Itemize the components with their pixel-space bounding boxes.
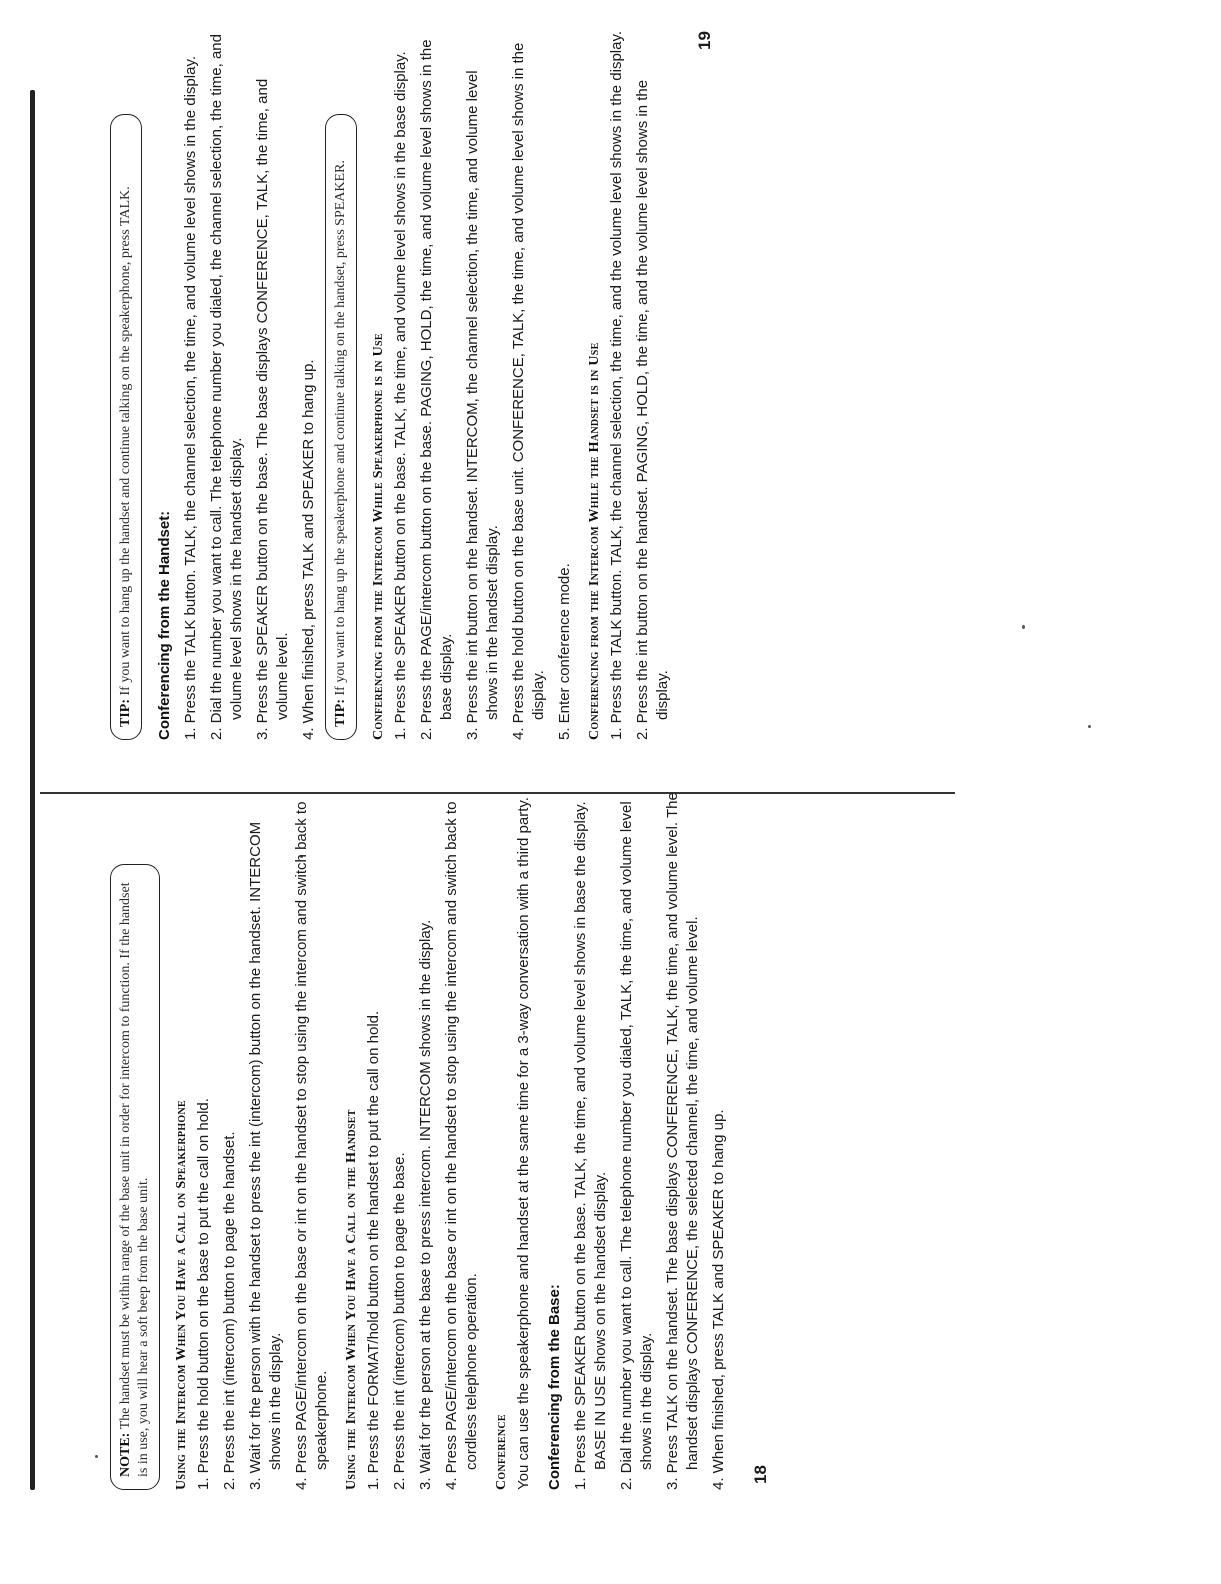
list-item: 1. Press the TALK button. TALK, the channel selection, the time, and volume level shows in the display. xyxy=(182,56,199,740)
tip-label: TIP: xyxy=(333,699,348,727)
section-heading: Conferencing from the Intercom While the Handset is in Use xyxy=(587,342,602,740)
steps-list xyxy=(364,780,482,1490)
section-heading: Using the Intercom When You Have a Call on Speakerphone xyxy=(174,1100,189,1490)
list-item: 2. Dial the number you want to call. The telephone number you dialed, TALK, the time, and volume level shows in the display. xyxy=(618,801,655,1490)
page-number: 19 xyxy=(695,31,714,50)
list-item: 2. Press the int (intercom) button to page the base. xyxy=(391,1152,408,1490)
steps-list xyxy=(181,30,319,740)
tip-box xyxy=(110,114,142,740)
list-item: 3. Wait for the person with the handset to press the int (intercom) button on the handset. INTERCOM shows in the display. xyxy=(247,821,284,1490)
list-item: 1. Press the FORMAT/hold button on the handset to put the call on hold. xyxy=(365,1010,382,1490)
scan-speck xyxy=(1022,625,1025,629)
list-item: 1. Press the TALK button. TALK, the channel selection, the time, and the volume level shows in the display. xyxy=(608,30,625,740)
page-18 xyxy=(110,780,771,1490)
list-item: 2. Press the int (intercom) button to page the handset. xyxy=(221,1131,238,1490)
steps-list xyxy=(607,30,673,740)
section-heading: Conference xyxy=(494,1414,509,1490)
list-item: 4. Press PAGE/intercom on the base or int on the handset to stop using the intercom and switch back to cordless telephone operation. xyxy=(443,801,480,1490)
tip-label: TIP: xyxy=(118,699,133,727)
binding-edge xyxy=(30,90,35,1490)
scan-speck xyxy=(1088,725,1091,728)
list-item: 4. When finished, press TALK and SPEAKER to hang up. xyxy=(300,359,317,740)
list-item: 1. Press the SPEAKER button on the base. TALK, the time, and volume level shows in base the display. BASE IN USE shows on the handset display. xyxy=(572,801,609,1490)
list-item: 4. When finished, press TALK and SPEAKER to hang up. xyxy=(710,1109,727,1490)
steps-list xyxy=(391,30,575,740)
page-number: 18 xyxy=(751,1465,770,1484)
list-item: 3. Wait for the person at the base to press intercom. INTERCOM shows in the display. xyxy=(417,919,434,1490)
steps-list xyxy=(194,780,332,1490)
section-heading: Conferencing from the Intercom While Speakerphone is in Use xyxy=(371,333,386,740)
list-item: 3. Press the int button on the handset. INTERCOM, the channel selection, the time, and volume level shows in the handset display. xyxy=(464,70,501,740)
tip-text: If you want to hang up the speakerphone and continue talking on the handset, press SPEAKER. xyxy=(333,160,348,696)
list-item: 2. Dial the number you want to call. The telephone number you dialed, the channel selection, the time, and volume level shows in the handset display. xyxy=(208,34,245,740)
list-item: 1. Press the SPEAKER button on the base. TALK, the time, and volume level shows in the base display. xyxy=(392,51,409,740)
note-box xyxy=(110,864,160,1490)
steps-list xyxy=(571,780,729,1490)
note-text: The handset must be within range of the base unit in order for intercom to function. If the handset is in use, you will hear a soft beep from the base unit. xyxy=(118,882,151,1477)
tip-box xyxy=(325,114,357,740)
list-item: 2. Press the PAGE/intercom button on the base. PAGING, HOLD, the time, and volume level shows in the base display. xyxy=(418,39,455,740)
subheading: Conferencing from the Base: xyxy=(546,1284,563,1490)
note-label: NOTE: xyxy=(118,1432,133,1477)
scan-speck xyxy=(95,1455,98,1458)
section-heading: Using the Intercom When You Have a Call on the Handset xyxy=(344,1109,359,1490)
page-19 xyxy=(110,30,715,740)
list-item: 2. Press the int button on the handset. PAGING, HOLD, the time, and the volume level shows in the display. xyxy=(634,79,671,740)
list-item: 3. Press the SPEAKER button on the base. The base displays CONFERENCE, TALK, the time, and volume level. xyxy=(254,78,291,740)
tip-text: If you want to hang up the handset and continue talking on the speakerphone, press TALK. xyxy=(118,186,133,696)
list-item: 4. Press PAGE/intercom on the base or int on the handset to stop using the intercom and switch back to speakerphone. xyxy=(293,801,330,1490)
list-item: 4. Press the hold button on the base unit. CONFERENCE, TALK, the time, and volume level shows in the display. xyxy=(510,42,547,740)
conference-intro: You can use the speakerphone and handset at the same time for a 3-way conversation with a third party. xyxy=(515,797,532,1490)
list-item: 5. Enter conference mode. xyxy=(556,563,573,740)
subheading: Conferencing from the Handset: xyxy=(156,510,173,740)
list-item: 3. Press TALK on the handset. The base displays CONFERENCE, TALK, the time, and volume level. The handset displays CONFERENCE, the selected channel, the time, and volume level. xyxy=(664,792,701,1490)
list-item: 1. Press the hold button on the base to put the call on hold. xyxy=(195,1098,212,1490)
